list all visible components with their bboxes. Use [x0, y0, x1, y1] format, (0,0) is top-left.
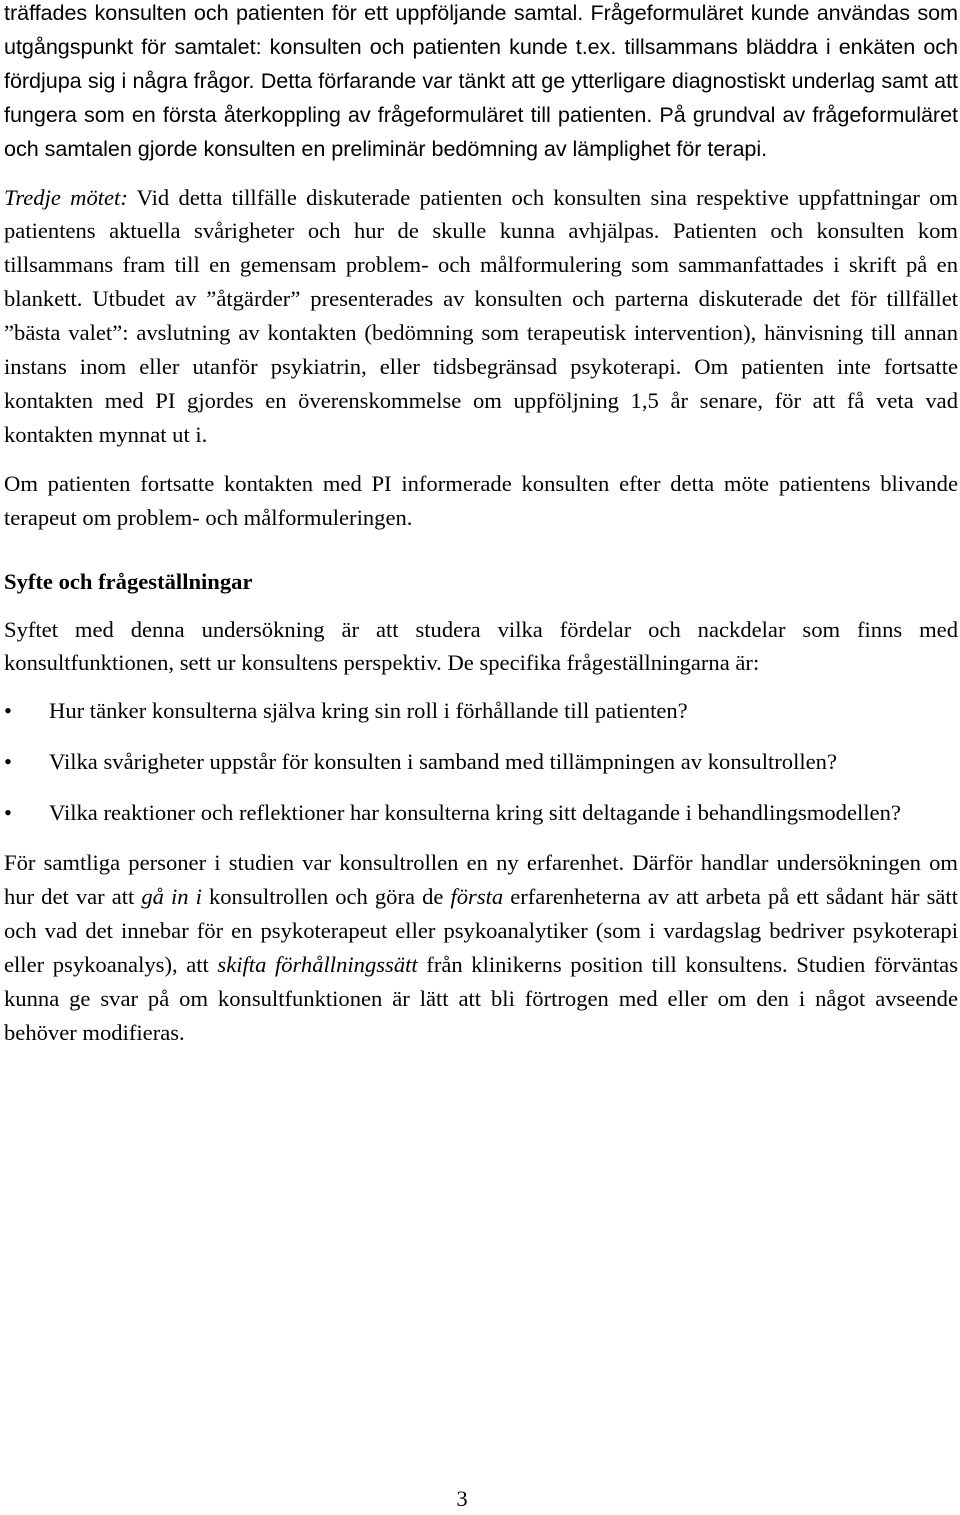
paragraph-study-scope: [4, 846, 958, 1049]
list-item: [4, 694, 958, 728]
bullet-icon: •: [4, 749, 12, 775]
paragraph-text: från klinikerns position till konsultens. Studien förväntas kunna ge svar på om konsultfunktionen är lätt att bli förtrogen med eller om den i något avseende behöver modifieras.: [4, 951, 959, 1045]
paragraph-third-meeting: [4, 181, 958, 452]
page-number: 3: [456, 1486, 468, 1511]
section-heading: Syfte och frågeställningar: [4, 568, 253, 594]
italic-phrase: första: [450, 883, 504, 909]
paragraph-continuation: [4, 467, 958, 535]
list-item: [4, 745, 958, 779]
paragraph-text: Syftet med denna undersökning är att studera vilka fördelar och nackdelar som finns med konsultfunktionen, sett ur konsultens perspektiv. De specifika frågeställningarna är:: [4, 616, 958, 676]
paragraph-text: För samtliga personer i studien var konsultrollen en ny erfarenhet. Därför handlar undersökningen om hur det var att: [4, 850, 958, 909]
paragraph-gap: [4, 166, 958, 181]
italic-lead: Tredje mötet:: [4, 184, 128, 210]
paragraph-gap: [4, 599, 958, 613]
paragraph-first-meeting-followup: [4, 0, 958, 166]
italic-phrase: skifta förhållningssätt: [217, 951, 418, 977]
document-page: [4, 0, 958, 1049]
question-list: [4, 694, 958, 830]
paragraph-gap: [4, 452, 958, 467]
list-item-text: Vilka reaktioner och reflektioner har konsulterna kring sitt deltagande i behandlingsmodellen?: [49, 800, 901, 826]
list-item: [4, 796, 958, 830]
paragraph-text: Vid detta tillfälle diskuterade patienten och konsulten sina respektive uppfattningar om patientens aktuella svårigheter och hur de skulle kunna avhjälpas. Patienten och konsulten kom tillsammans fram till en gemensam problem- och målformulering som sammanfattades i skrift på en blankett. Utbudet av ”åtgärder” presenterades av konsulten och parterna diskuterade det för tillfället ”bästa valet”: avslutning av kontakten (bedömning som terapeutisk intervention), hänvisning till annan instans inom eller utanför psykiatrin, eller tidsbegränsad psykoterapi. Om patienten inte fortsatte kontakten med PI gjordes en överenskommelse om uppföljning 1,5 år senare, för att få veta vad kontakten mynnat ut i.: [4, 184, 958, 447]
bullet-icon: •: [4, 698, 12, 724]
italic-phrase: gå in i: [141, 883, 202, 909]
list-item-text: Hur tänker konsulterna själva kring sin roll i förhållande till patienten?: [49, 698, 688, 724]
section-gap: [4, 535, 958, 565]
paragraph-gap: [4, 680, 958, 694]
list-item-text: Vilka svårigheter uppstår för konsulten i samband med tillämpningen av konsultrollen?: [49, 749, 837, 775]
paragraph-text: träffades konsulten och patienten för ett uppföljande samtal. Frågeformuläret kunde användas som utgångspunkt för samtalet: konsulten och patienten kunde t.ex. tillsammans bläddra i enkäten och fördjupa sig i några frågor. Detta förfarande var tänkt att ge ytterligare diagnostiskt underlag samt att fungera som en första återkoppling av frågeformuläret till patienten. På grundval av frågeformuläret och samtalen gjorde konsulten en preliminär bedömning av lämplighet för terapi.: [4, 0, 958, 161]
bullet-icon: •: [4, 800, 12, 826]
paragraph-purpose: [4, 613, 958, 681]
paragraph-text: Om patienten fortsatte kontakten med PI informerade konsulten efter detta möte patientens blivande terapeut om problem- och målformuleringen.: [4, 470, 958, 530]
paragraph-text: konsultrollen och göra de: [201, 883, 451, 909]
paragraph-text: erfarenheterna av att arbeta på ett sådant här sätt och vad det innebar för en psykoterapeut eller psykoanalytiker (som i vardagslag bedriver psykoterapi eller psykoanalys), att: [4, 883, 958, 977]
paragraph-gap: [4, 830, 958, 846]
